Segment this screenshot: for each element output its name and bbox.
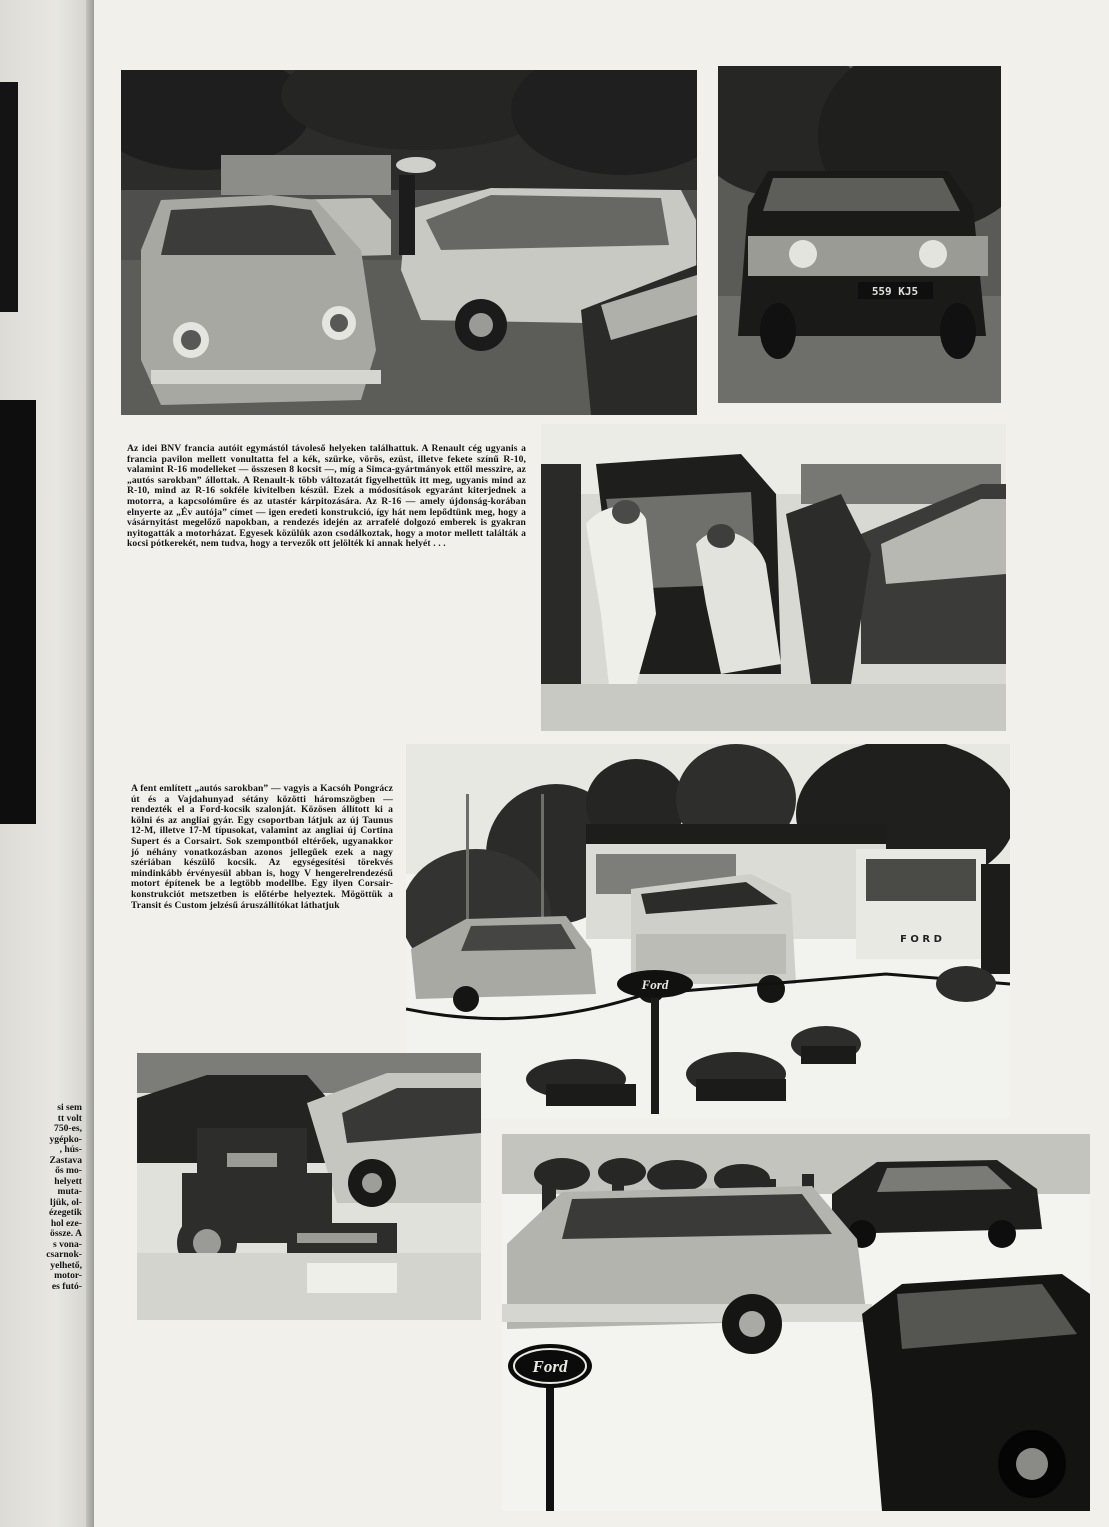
previous-page-text-stub: si sem tt volt 750-es, ygépko- , hús- Zastava ős mo- helyett muta- ljük, ol- ézegetik hol eze- össze. A s vona- csarnok- yelhető, motor- es futó- bbox=[46, 1102, 82, 1292]
caption-ford-salon: A fent említett „autós sarokban” — vagyis a Kacsóh Pongrácz út és a Vajdahunyad sétány közötti háromszögben — rendezték el a Ford-kocsik szalonját. Közösen állított ki a kölni és az angliai gyár. Egy csoportban látjuk az új Taunus 12-M, illetve 17-M típusokat, valamint az angliai új Cortina Supert és a Corsairt. Sok szempontból eltérőek, ugyanakkor jó néhány vonatkozásban azonos jellegűek ezek a nagy szériában készülő kocsik. Az egységesítési törekvés mindinkább érvényesül abban is, hogy V hengerelrendezésű motort építenek be a legtöbb modellbe. Egy ilyen Corsair-konstrukciót metszetben is előtérbe helyeztek. Mögöttük a Transit és Custom jelzésű áruszállítókat láthatjuk bbox=[131, 783, 393, 911]
ford-sign-text: Ford bbox=[641, 977, 669, 992]
ford-oval-sign-text: Ford bbox=[532, 1357, 568, 1376]
photo-simca-front bbox=[718, 66, 1001, 403]
photo-renault-r10-r16 bbox=[121, 70, 697, 415]
previous-page-photo-bottom bbox=[0, 400, 36, 824]
photo-ford-pavilion bbox=[406, 744, 1010, 1118]
binding-gutter bbox=[86, 0, 94, 1527]
photo-corsair-engine-cutaway bbox=[137, 1053, 481, 1320]
license-plate-text: 559 KJ5 bbox=[871, 285, 919, 298]
previous-page-photo-top bbox=[0, 82, 18, 312]
ford-truck-lettering: F O R D bbox=[900, 934, 942, 945]
caption-renault-simca: Az idei BNV francia autóit egymástól távoleső helyeken találhattuk. A Renault cég ugyanis a francia pavilon mellett vonultatta fel a kék, szürke, vörös, ezüst, illetve fekete színű R-10, valamint R-16 modelleket — összesen 8 kocsit —, míg a Simca-gyártmányok ettől messzire, az „autós sarokban” állottak. A Renault-k több változatát figyelhettük itt meg, ugyanis mind az R-10, mind az R-16 sokféle kivitelben készül. Ezek a módosítások egyaránt kiterjednek a motorra, a kapcsolóműre és az utastér kárpitozására. Az R-16 — amely újdonság-korában elnyerte az „Év autója” címet — igen eredeti konstrukció, így hát nem lepődtünk meg, hogy a vásárnyitást megelőző napokban, a rendezés idején az arrafelé dolgozó emberek is gyakran nyitogatták a motorházat. Egyesek közülük azon csodálkoztak, hogy a motor mellett találták a kocsi pótkerekét, nem tudva, hogy a tervezők ott jelölték ki annak helyét . . . bbox=[127, 443, 526, 550]
photo-workers-open-hood bbox=[541, 424, 1006, 731]
photo-ford-cortina-corsair bbox=[502, 1134, 1090, 1511]
